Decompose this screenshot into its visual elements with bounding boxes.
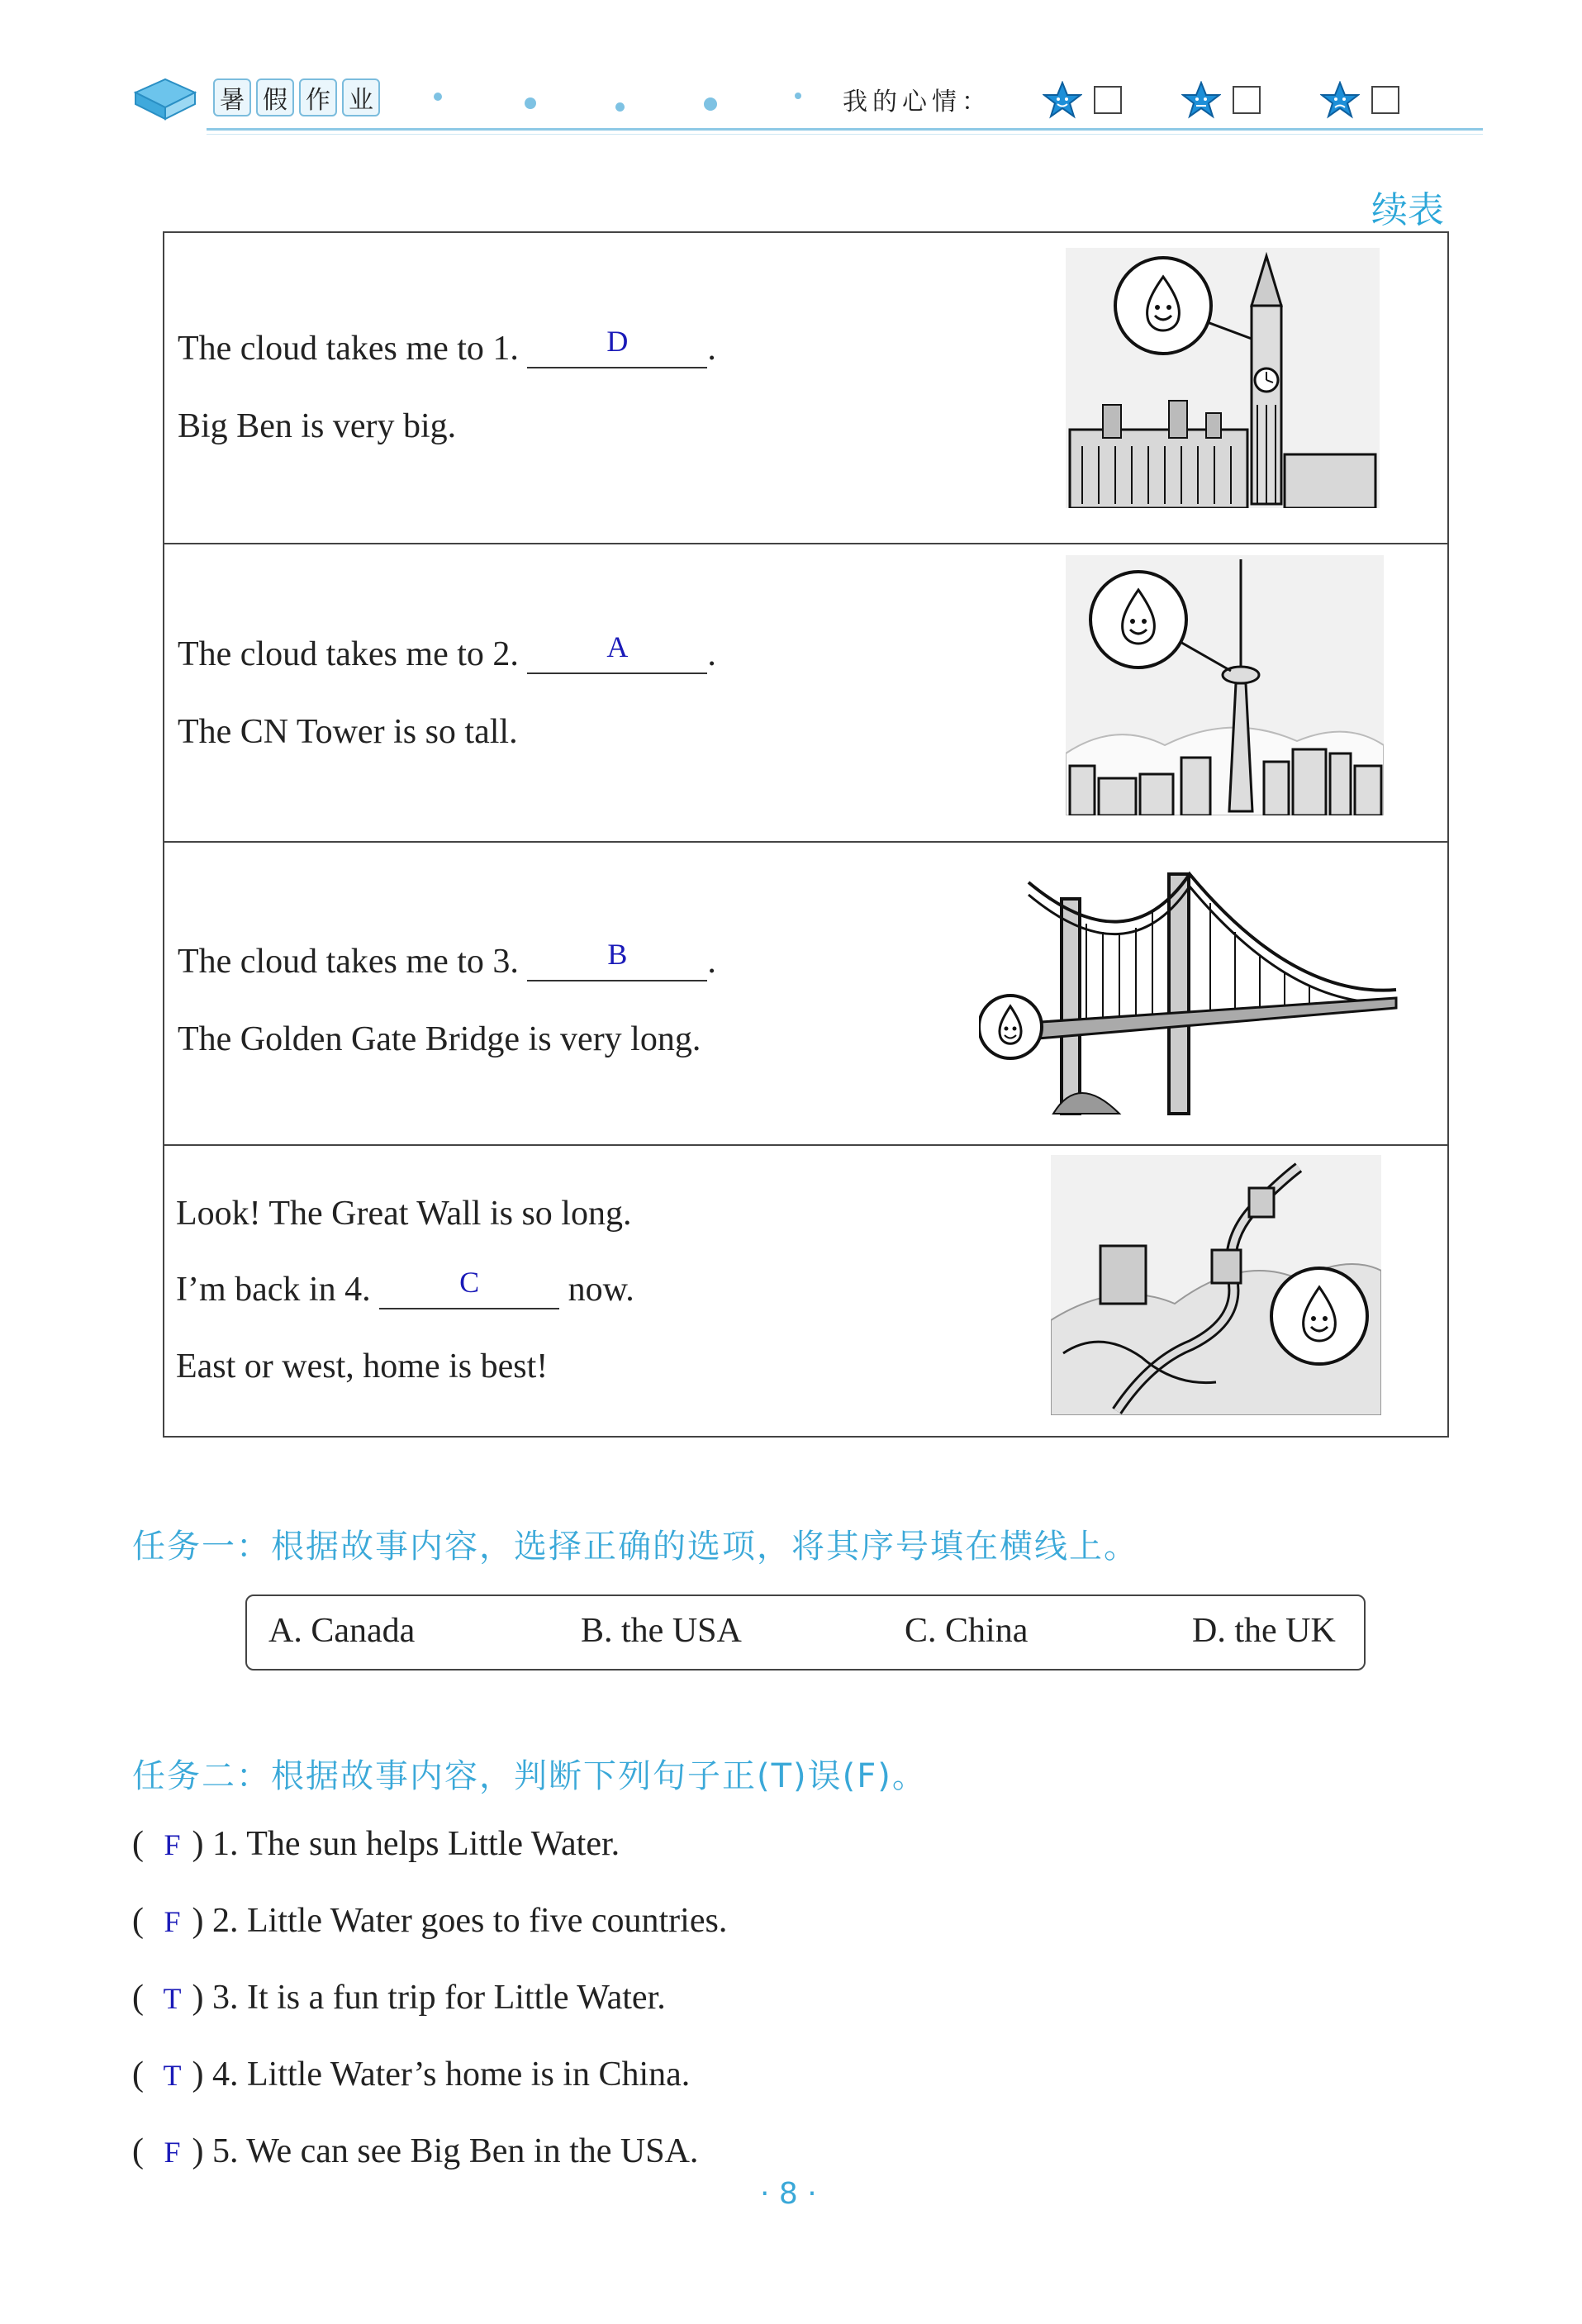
story-line: Look! The Great Wall is so long. bbox=[176, 1195, 632, 1233]
handwritten-answer: A bbox=[606, 630, 629, 663]
page-number: · 8 · bbox=[760, 2177, 817, 2211]
big-ben-illustration bbox=[1066, 248, 1380, 508]
decorative-dot bbox=[795, 93, 801, 99]
sentence-end: . bbox=[707, 330, 716, 368]
answer-blank[interactable] bbox=[527, 325, 707, 368]
true-false-item: ( F ) 1. The sun helps Little Water. bbox=[132, 1825, 620, 1863]
tf-answer[interactable]: T bbox=[163, 2059, 182, 2092]
true-false-item: ( F ) 5. We can see Big Ben in the USA. bbox=[132, 2132, 699, 2170]
handwritten-answer: D bbox=[606, 325, 629, 358]
answer-blank[interactable] bbox=[379, 1266, 559, 1309]
decorative-dot bbox=[704, 97, 717, 111]
row-divider bbox=[163, 1144, 1449, 1146]
star-face-icon bbox=[1181, 81, 1221, 119]
decorative-dot bbox=[615, 102, 625, 112]
sentence-text: now. bbox=[568, 1271, 634, 1309]
golden-gate-bridge-illustration bbox=[979, 866, 1409, 1122]
story-line bbox=[176, 1266, 634, 1309]
sentence-text: The cloud takes me to 1. bbox=[178, 330, 519, 368]
option-a: A. Canada bbox=[268, 1612, 416, 1650]
true-false-item: ( T ) 3. It is a fun trip for Little Water. bbox=[132, 1979, 666, 2017]
row-divider bbox=[163, 543, 1449, 544]
great-wall-illustration bbox=[1051, 1155, 1381, 1415]
tf-statement: ) 2. Little Water goes to five countries. bbox=[192, 1902, 728, 1940]
sentence-end: . bbox=[707, 943, 716, 981]
star-face-icon bbox=[1043, 81, 1082, 119]
mood-checkbox[interactable] bbox=[1371, 86, 1399, 114]
task1-heading: 任务一：根据故事内容，选择正确的选项，将其序号填在横线上。 bbox=[132, 1528, 1138, 1566]
title-char: 业 bbox=[342, 78, 380, 116]
sentence-end: . bbox=[707, 635, 716, 673]
tf-statement: ) 5. We can see Big Ben in the USA. bbox=[192, 2132, 699, 2170]
story-line bbox=[178, 938, 716, 981]
title-char: 暑 bbox=[213, 78, 251, 116]
star-face-icon bbox=[1320, 81, 1360, 119]
decorative-dot bbox=[434, 93, 442, 101]
book-icon bbox=[132, 74, 198, 124]
tf-answer[interactable]: F bbox=[164, 1905, 181, 1938]
mood-checkbox[interactable] bbox=[1233, 86, 1261, 114]
decorative-dot bbox=[525, 97, 536, 109]
header-divider bbox=[207, 128, 1483, 131]
answer-blank[interactable] bbox=[527, 938, 707, 981]
continued-table-label: 续表 bbox=[1371, 189, 1444, 231]
header-divider bbox=[207, 134, 1483, 135]
mood-option-3[interactable] bbox=[1320, 81, 1399, 119]
sentence-text: I’m back in 4. bbox=[176, 1271, 371, 1309]
mood-option-2[interactable] bbox=[1181, 81, 1261, 119]
sentence-text: The cloud takes me to 3. bbox=[178, 943, 519, 981]
row-divider bbox=[163, 841, 1449, 843]
mood-label: 我的心情： bbox=[843, 88, 991, 116]
title-char: 假 bbox=[256, 78, 294, 116]
title-char: 作 bbox=[299, 78, 337, 116]
sentence-text: The cloud takes me to 2. bbox=[178, 635, 519, 673]
option-c: C. China bbox=[905, 1612, 1029, 1650]
option-b: B. the USA bbox=[581, 1612, 742, 1650]
story-line bbox=[178, 630, 716, 674]
tf-statement: ) 1. The sun helps Little Water. bbox=[192, 1825, 620, 1863]
cn-tower-illustration bbox=[1066, 555, 1384, 815]
handwritten-answer: C bbox=[459, 1266, 480, 1299]
option-d: D. the UK bbox=[1192, 1612, 1336, 1650]
summer-homework-title bbox=[213, 78, 380, 116]
tf-statement: ) 3. It is a fun trip for Little Water. bbox=[192, 1979, 666, 2017]
tf-answer[interactable]: F bbox=[164, 2136, 181, 2169]
tf-answer[interactable]: F bbox=[164, 1828, 181, 1861]
handwritten-answer: B bbox=[607, 938, 628, 971]
mood-checkbox[interactable] bbox=[1094, 86, 1122, 114]
task2-heading: 任务二：根据故事内容，判断下列句子正(T)误(F)。 bbox=[132, 1757, 927, 1795]
story-line: The Golden Gate Bridge is very long. bbox=[178, 1020, 701, 1058]
story-line: Big Ben is very big. bbox=[178, 407, 457, 445]
true-false-item: ( F ) 2. Little Water goes to five countries. bbox=[132, 1902, 728, 1940]
mood-option-1[interactable] bbox=[1043, 81, 1122, 119]
true-false-item: ( T ) 4. Little Water’s home is in China. bbox=[132, 2055, 691, 2094]
story-line bbox=[178, 325, 716, 368]
story-line: East or west, home is best! bbox=[176, 1347, 549, 1385]
tf-statement: ) 4. Little Water’s home is in China. bbox=[192, 2055, 691, 2094]
story-line: The CN Tower is so tall. bbox=[178, 713, 518, 751]
tf-answer[interactable]: T bbox=[163, 1982, 182, 2015]
answer-blank[interactable] bbox=[527, 630, 707, 674]
